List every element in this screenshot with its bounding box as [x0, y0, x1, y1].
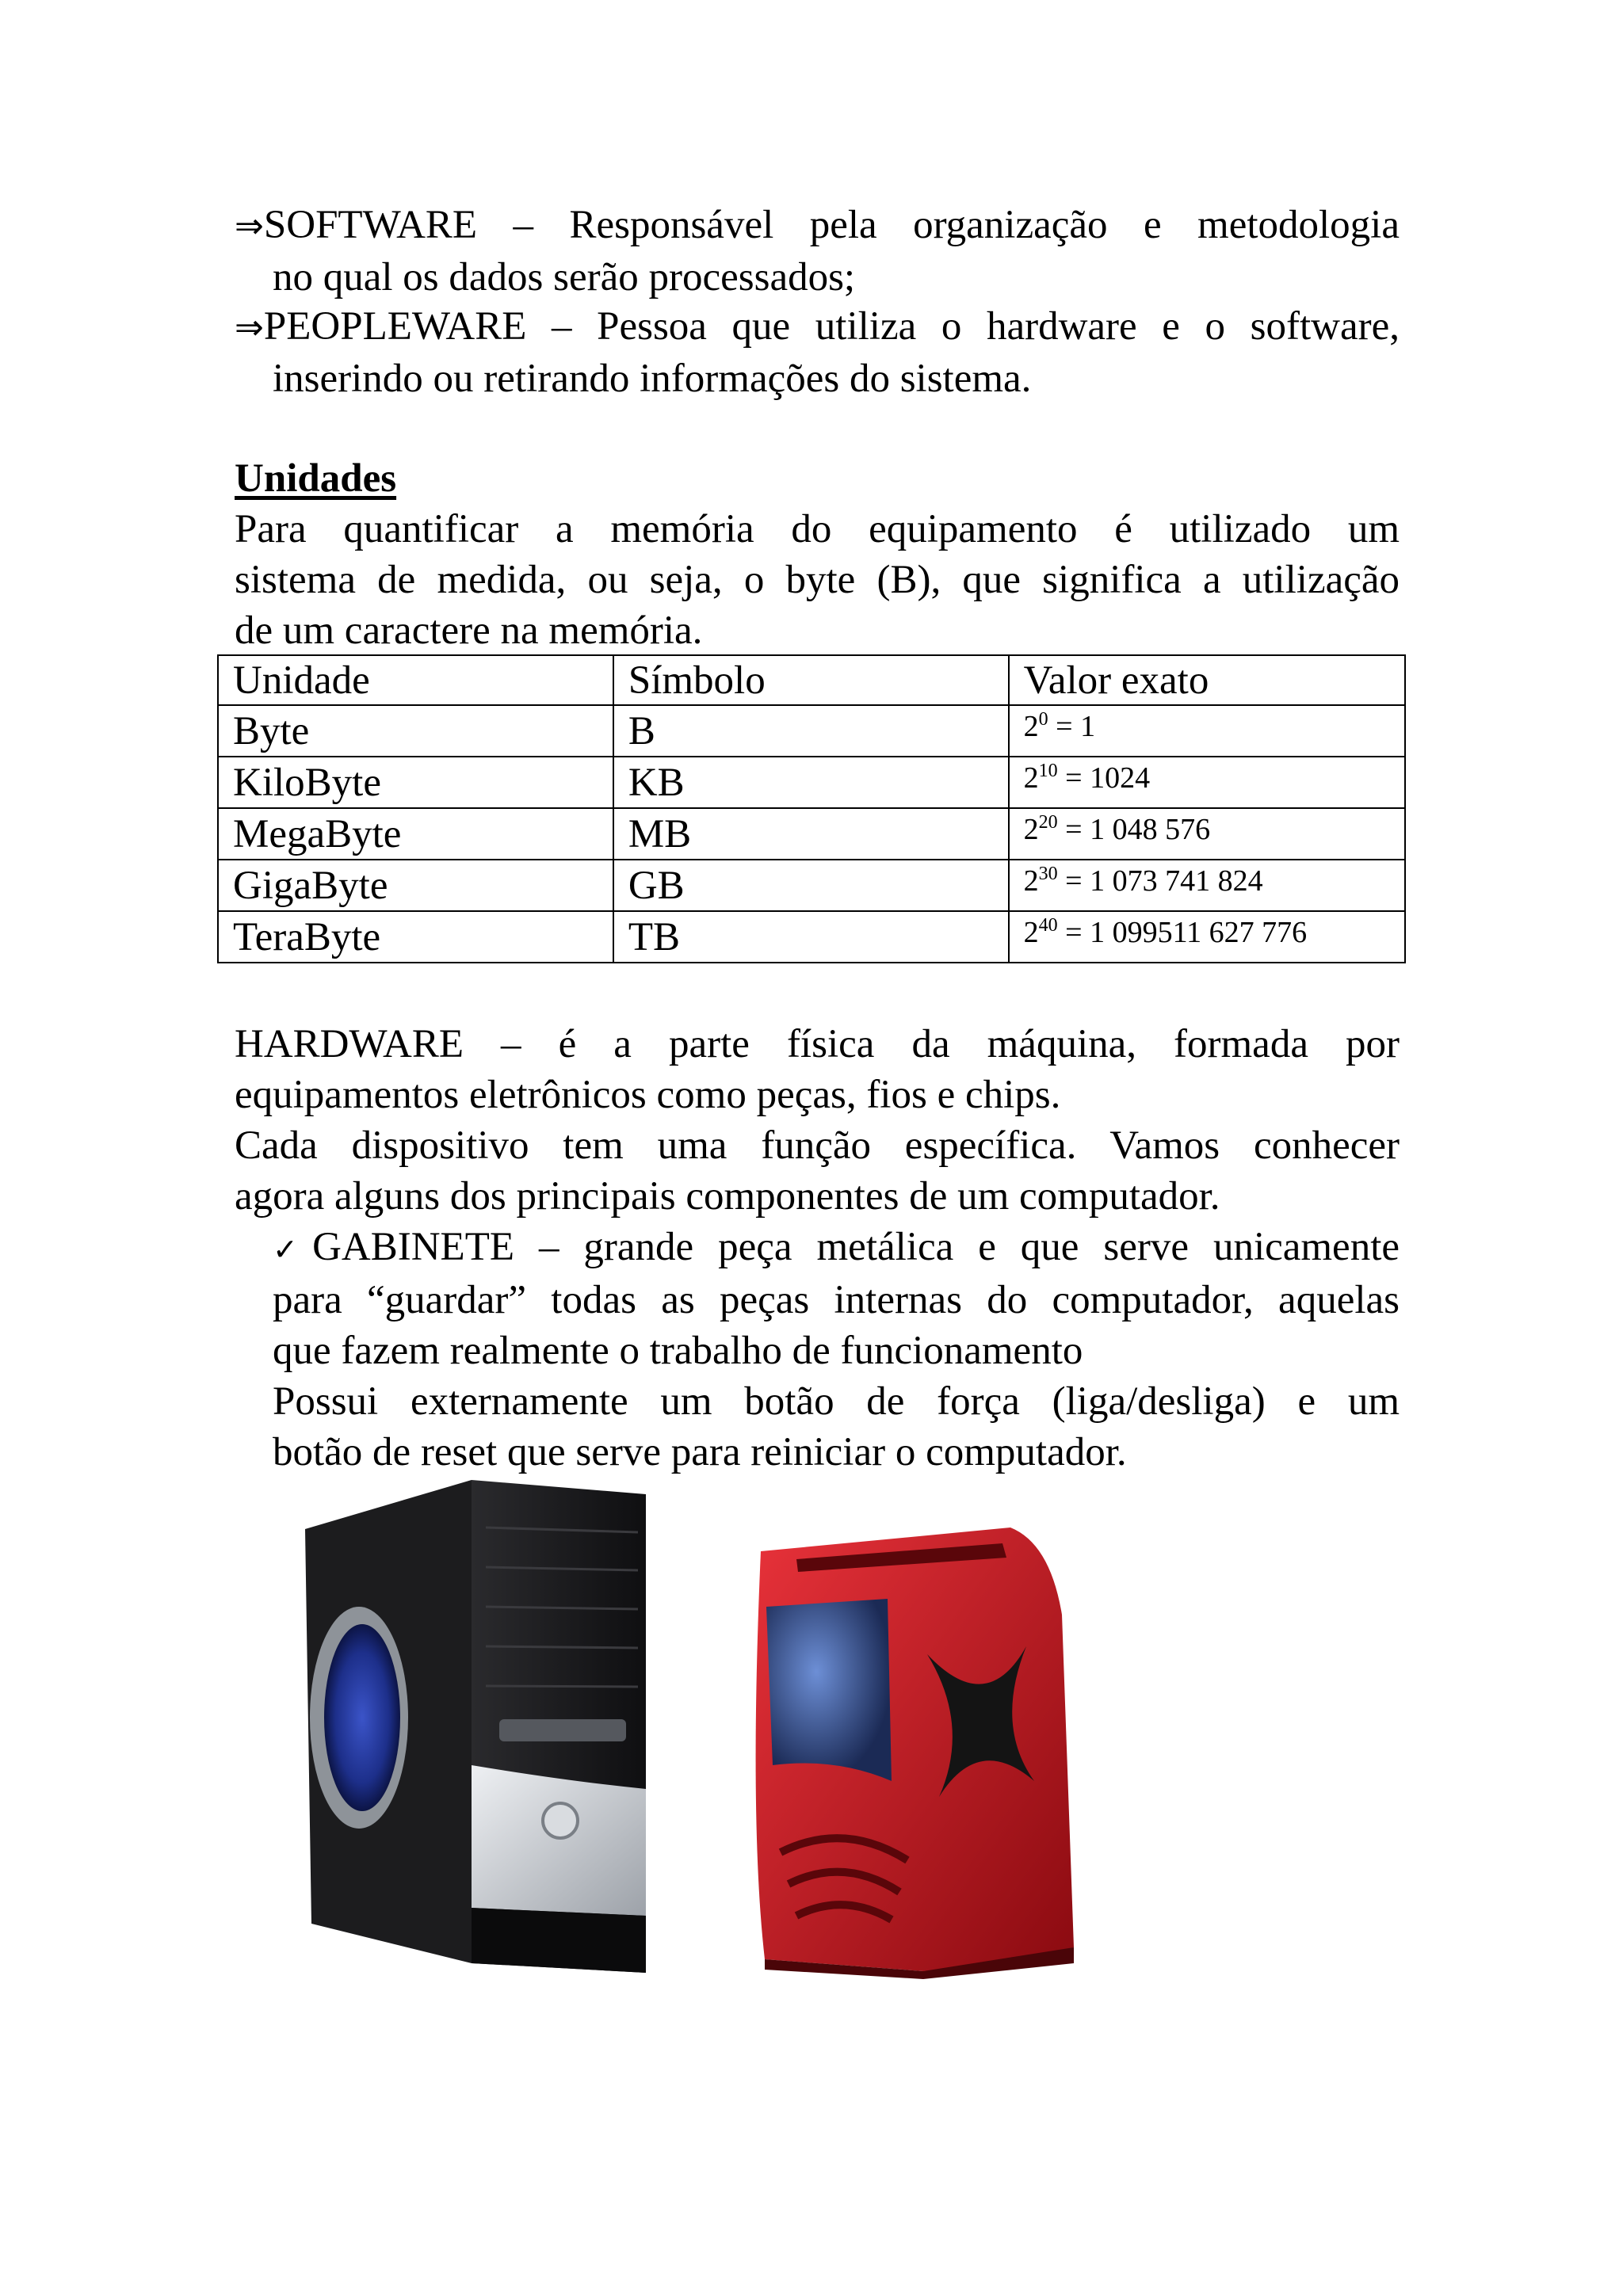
- table-row: [218, 911, 1405, 963]
- table-row: [218, 757, 1405, 808]
- units-table: [217, 654, 1406, 963]
- value-exponent: 40: [1038, 915, 1058, 936]
- gabinete-line-3: que fazem realmente o trabalho de funcionamento: [273, 1329, 1083, 1373]
- value-cell: [1009, 808, 1405, 860]
- value-exponent: 30: [1038, 864, 1058, 884]
- peopleware-definition: [235, 301, 1400, 404]
- unidades-line-3: de um caractere na memória.: [235, 608, 703, 653]
- table-header-row: [218, 655, 1405, 705]
- table-header-cell: Unidade: [218, 655, 613, 705]
- value-base: 2: [1023, 916, 1039, 949]
- hardware-line-3: Cada dispositivo tem uma função específica. Vamos conhecer: [235, 1123, 1400, 1168]
- value-cell: [1009, 911, 1405, 963]
- hardware-line-4: agora alguns dos principais componentes de um computador.: [235, 1174, 1220, 1219]
- gabinete-section: [273, 1222, 1400, 1478]
- unidades-line-2: sistema de medida, ou seja, o byte (B), que significa a utilização: [235, 558, 1400, 602]
- gabinete-line-1: GABINETE – grande peça metálica e que serve unicamente: [312, 1225, 1400, 1269]
- value-result: = 1: [1048, 710, 1096, 743]
- value-result: = 1 099511 627 776: [1057, 916, 1308, 949]
- implies-arrow-icon: ⇒: [235, 307, 264, 348]
- value-result: = 1024: [1057, 761, 1151, 795]
- software-definition: [235, 200, 1400, 303]
- table-row: [218, 705, 1405, 757]
- hardware-line-2: equipamentos eletrônicos como peças, fios e chips.: [235, 1073, 1061, 1117]
- symbol-cell: MB: [613, 808, 1009, 860]
- table-header-cell: Valor exato: [1009, 655, 1405, 705]
- value-exponent: 10: [1038, 761, 1058, 781]
- value-base: 2: [1023, 813, 1039, 846]
- unidades-section: [235, 453, 1400, 656]
- gabinete-line-4: Possui externamente um botão de força (liga/desliga) e um: [273, 1379, 1400, 1424]
- symbol-cell: B: [613, 705, 1009, 757]
- table-row: [218, 860, 1405, 911]
- peopleware-line-2: inserindo ou retirando informações do sistema.: [273, 357, 1032, 401]
- gabinete-line-5: botão de reset que serve para reiniciar o computador.: [273, 1430, 1127, 1474]
- value-cell: [1009, 860, 1405, 911]
- symbol-cell: KB: [613, 757, 1009, 808]
- software-line-2: no qual os dados serão processados;: [273, 255, 856, 299]
- peopleware-line-1: PEOPLEWARE – Pessoa que utiliza o hardware e o software,: [263, 304, 1400, 349]
- gabinete-line-2: para “guardar” todas as peças internas do computador, aquelas: [273, 1278, 1400, 1322]
- hardware-section: [235, 1019, 1400, 1222]
- implies-arrow-icon: ⇒: [235, 206, 264, 246]
- unit-cell: Byte: [218, 705, 613, 757]
- unit-cell: TeraByte: [218, 911, 613, 963]
- checkmark-icon: ✓: [273, 1232, 313, 1267]
- value-base: 2: [1023, 864, 1039, 898]
- value-exponent: 0: [1038, 709, 1048, 730]
- value-base: 2: [1023, 710, 1039, 743]
- value-cell: [1009, 757, 1405, 808]
- software-line-1: SOFTWARE – Responsável pela organização e metodologia: [263, 203, 1400, 247]
- unit-cell: KiloByte: [218, 757, 613, 808]
- symbol-cell: TB: [613, 911, 1009, 963]
- value-exponent: 20: [1038, 812, 1058, 833]
- symbol-cell: GB: [613, 860, 1009, 911]
- table-row: [218, 808, 1405, 860]
- red-gaming-case-image: [749, 1520, 1078, 1979]
- value-cell: [1009, 705, 1405, 757]
- section-heading: Unidades: [235, 456, 397, 501]
- value-result: = 1 048 576: [1057, 813, 1211, 846]
- hardware-line-1: HARDWARE – é a parte física da máquina, formada por: [235, 1022, 1400, 1066]
- unit-cell: MegaByte: [218, 808, 613, 860]
- unidades-line-1: Para quantificar a memória do equipamento é utilizado um: [235, 507, 1400, 551]
- black-computer-case-image: [305, 1480, 646, 1973]
- unit-cell: GigaByte: [218, 860, 613, 911]
- table-header-cell: Símbolo: [613, 655, 1009, 705]
- value-result: = 1 073 741 824: [1057, 864, 1263, 898]
- value-base: 2: [1023, 761, 1039, 795]
